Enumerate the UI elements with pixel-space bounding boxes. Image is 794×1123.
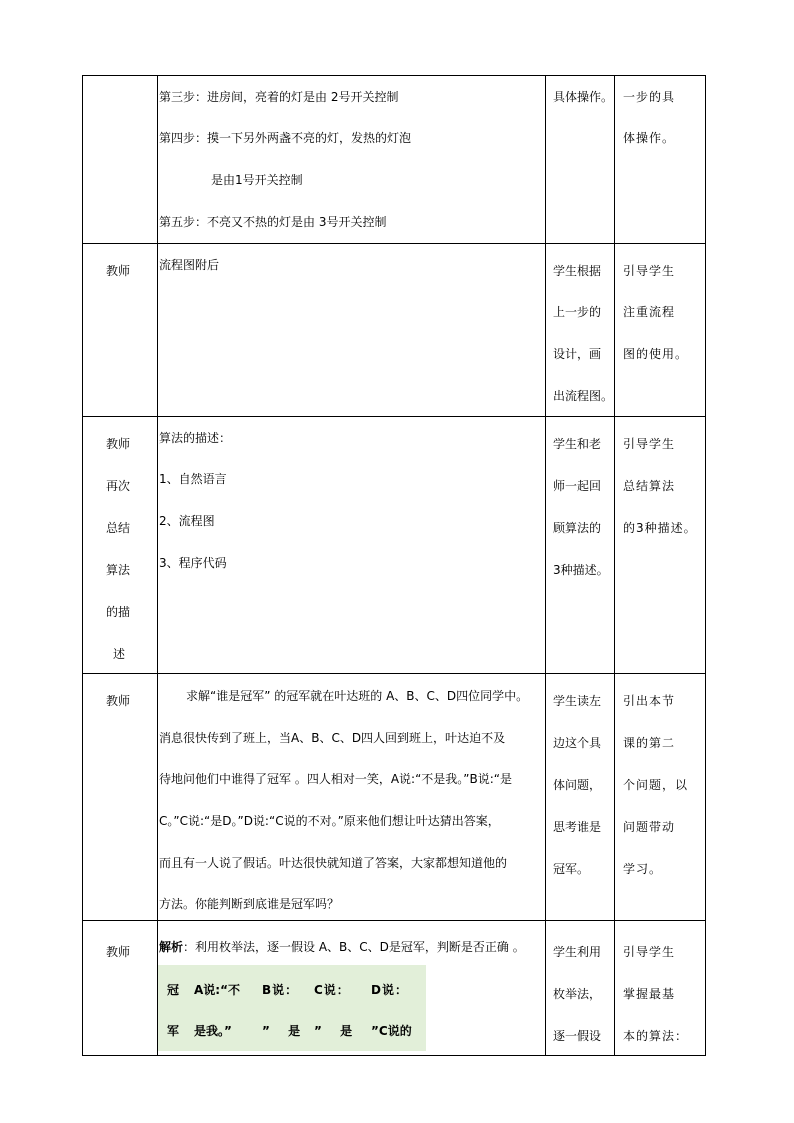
intent-line: 课的第二 <box>623 736 676 750</box>
column-divider <box>157 75 158 1056</box>
intent-line: 引导学生 <box>623 437 676 451</box>
inner-cell: ”C说的 <box>371 1024 412 1038</box>
content-line: 方法。你能判断到底谁是冠军吗？ <box>159 897 340 911</box>
student-line: 顾算法的 <box>553 521 602 535</box>
column-divider <box>614 75 615 1056</box>
role-label: 教师 <box>106 694 131 708</box>
student-line: 学生读左 <box>553 694 602 708</box>
inner-cell: ” 是 <box>262 1024 301 1038</box>
role-label: 算法 <box>106 563 131 577</box>
content-line: 第五步：不亮又不热的灯是由 3号开关控制 <box>159 215 387 229</box>
intent-line: 问题带动 <box>623 820 676 834</box>
row-divider <box>82 920 706 921</box>
student-line: 枚举法， <box>553 987 602 1001</box>
intent-line: 体操作。 <box>623 131 676 145</box>
inner-cell: ” 是 <box>314 1024 353 1038</box>
intent-line: 引导学生 <box>623 945 676 959</box>
inner-table <box>158 965 426 1051</box>
student-line: 思考谁是 <box>553 820 602 834</box>
student-line: 具体操作。 <box>553 90 614 104</box>
table-bottom-border <box>82 1055 706 1056</box>
table-left-border <box>82 75 83 1056</box>
row-divider <box>82 673 706 674</box>
student-line: 学生利用 <box>553 945 602 959</box>
student-line: 逐一假设 <box>553 1029 602 1043</box>
student-line: 设计，画 <box>553 347 602 361</box>
table-top-border <box>82 75 706 76</box>
intent-line: 的3种描述。 <box>623 521 697 535</box>
role-label: 总结 <box>106 521 131 535</box>
student-line: 学生根据 <box>553 264 602 278</box>
content-line: 是由1号开关控制 <box>211 173 303 187</box>
row-divider <box>82 416 706 417</box>
content-line: 而且有一人说了假话。叶达很快就知道了答案，大家都想知道他的 <box>159 856 508 870</box>
student-line: 出流程图。 <box>553 389 614 403</box>
content-line: 2、流程图 <box>159 514 215 528</box>
content-line: 求解“谁是冠军” 的冠军就在叶达班的 A、B、C、D四位同学中。 <box>186 689 529 703</box>
role-label: 述 <box>113 647 126 661</box>
content-line: 3、程序代码 <box>159 556 227 570</box>
column-divider <box>545 75 546 1056</box>
row-divider <box>82 243 706 244</box>
inner-cell: 是我。” <box>194 1024 232 1038</box>
content-line: 1、自然语言 <box>159 472 227 486</box>
intent-line: 掌握最基 <box>623 987 676 1001</box>
analysis-label: 解析 <box>159 940 184 954</box>
table-right-border <box>705 75 706 1056</box>
content-line: 待地问他们中谁得了冠军 。四人相对一笑，A说:“不是我。”B说:“是 <box>159 772 512 786</box>
student-line: 上一步的 <box>553 305 602 319</box>
intent-line: 图的使用。 <box>623 347 689 361</box>
inner-cell: D说： <box>371 983 408 997</box>
student-line: 体问题， <box>553 778 602 792</box>
content-line: 算法的描述： <box>159 431 232 445</box>
inner-cell: C说： <box>314 983 350 997</box>
inner-cell: A说:“不 <box>194 983 240 997</box>
intent-line: 本的算法： <box>623 1029 689 1043</box>
intent-line: 个问题，以 <box>623 778 689 792</box>
role-label: 教师 <box>106 264 131 278</box>
student-line: 3种描述。 <box>553 563 609 577</box>
inner-cell: 军 <box>167 1024 180 1038</box>
inner-cell: B说： <box>262 983 299 997</box>
student-line: 师一起回 <box>553 479 602 493</box>
intent-line: 学习。 <box>623 862 663 876</box>
content-line: C。”C说:“是D。”D说:“C说的不对。”原来他们想让叶达猜出答案， <box>159 814 500 828</box>
student-line: 学生和老 <box>553 437 602 451</box>
intent-line: 总结算法 <box>623 479 676 493</box>
student-line: 冠军。 <box>553 862 590 876</box>
intent-line: 一步的具 <box>623 90 676 104</box>
intent-line: 注重流程 <box>623 305 676 319</box>
analysis-text: ：利用枚举法，逐一假设 A、B、C、D是冠军，判断是否正确 。 <box>183 940 525 954</box>
intent-line: 引出本节 <box>623 694 676 708</box>
role-label: 教师 <box>106 945 131 959</box>
content-line: 消息很快传到了班上，当A、B、C、D四人回到班上，叶达迫不及 <box>159 731 506 745</box>
intent-line: 引导学生 <box>623 264 676 278</box>
role-label: 的描 <box>106 605 131 619</box>
content-line: 流程图附后 <box>159 258 220 272</box>
content-line: 第三步：进房间，亮着的灯是由 2号开关控制 <box>159 90 399 104</box>
inner-cell: 冠 <box>167 983 180 997</box>
role-label: 教师 <box>106 437 131 451</box>
student-line: 边这个具 <box>553 736 602 750</box>
role-label: 再次 <box>106 479 131 493</box>
content-line: 第四步：摸一下另外两盏不亮的灯，发热的灯泡 <box>159 131 412 145</box>
